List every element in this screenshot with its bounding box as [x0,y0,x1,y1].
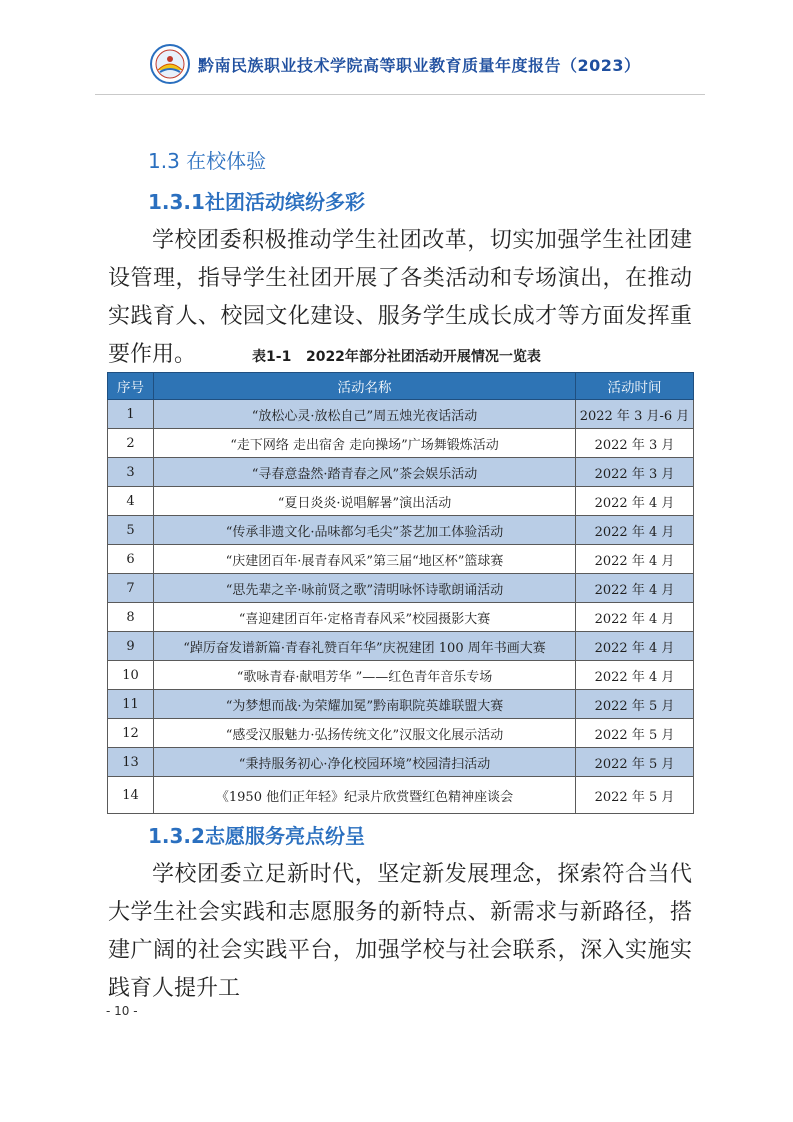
cell-activity: “歌咏青春·献唱芳华 ”——红色青年音乐专场 [154,661,576,690]
table-row [108,516,694,545]
cell-index: 13 [108,748,154,777]
table-row [108,632,694,661]
page-header [95,40,705,95]
school-logo-icon [150,44,190,84]
cell-index: 8 [108,603,154,632]
header-activity: 活动名称 [154,373,576,400]
report-title: 黔南民族职业技术学院高等职业教育质量年度报告（2023） [198,56,641,75]
cell-activity: 《1950 他们正年轻》纪录片欣赏暨红色精神座谈会 [154,777,576,814]
cell-activity: “走下网络 走出宿舍 走向操场”广场舞锻炼活动 [154,429,576,458]
cell-activity: “庆建团百年·展青春风采”第三届“地区杯”篮球赛 [154,545,576,574]
cell-index: 1 [108,400,154,429]
page-number: - 10 - [106,1004,138,1018]
table-row [108,545,694,574]
cell-date: 2022 年 4 月 [576,516,694,545]
cell-date: 2022 年 4 月 [576,603,694,632]
paragraph-1: 学校团委积极推动学生社团改革，切实加强学生社团建设管理，指导学生社团开展了各类活动和专场演出，在推动实践育人、校园文化建设、服务学生成长成才等方面发挥重要作用。 [108,228,692,367]
table-row [108,777,694,814]
table-row [108,400,694,429]
cell-activity: “寻春意盎然·踏青春之风”茶会娱乐活动 [154,458,576,487]
cell-date: 2022 年 3 月 [576,429,694,458]
table-row [108,603,694,632]
table-row [108,748,694,777]
section-heading: 1.3 在校体验 [148,149,267,173]
header-date: 活动时间 [576,373,694,400]
cell-activity: “为梦想而战·为荣耀加冕”黔南职院英雄联盟大赛 [154,690,576,719]
cell-index: 3 [108,458,154,487]
table-row [108,458,694,487]
cell-index: 6 [108,545,154,574]
cell-index: 12 [108,719,154,748]
subsection-heading-2: 1.3.2志愿服务亮点纷呈 [148,824,365,848]
cell-activity: “传承非遗文化·品味都匀毛尖”茶艺加工体验活动 [154,516,576,545]
activities-table [107,372,694,814]
cell-date: 2022 年 4 月 [576,632,694,661]
table-row [108,719,694,748]
cell-activity: “秉持服务初心·净化校园环境”校园清扫活动 [154,748,576,777]
cell-date: 2022 年 5 月 [576,690,694,719]
cell-index: 10 [108,661,154,690]
cell-date: 2022 年 5 月 [576,748,694,777]
table-row [108,574,694,603]
cell-activity: “感受汉服魅力·弘扬传统文化”汉服文化展示活动 [154,719,576,748]
cell-index: 11 [108,690,154,719]
table-header-row [108,373,694,400]
cell-date: 2022 年 4 月 [576,661,694,690]
table-caption: 表1-1 2022年部分社团活动开展情况一览表 [252,349,541,365]
cell-date: 2022 年 3 月 [576,458,694,487]
cell-index: 2 [108,429,154,458]
cell-activity: “夏日炎炎·说唱解暑”演出活动 [154,487,576,516]
header-index: 序号 [108,373,154,400]
table-row [108,690,694,719]
cell-date: 2022 年 5 月 [576,777,694,814]
table-row [108,661,694,690]
cell-activity: “思先辈之辛·咏前贤之歌”清明咏怀诗歌朗诵活动 [154,574,576,603]
cell-date: 2022 年 4 月 [576,574,694,603]
cell-activity: “喜迎建团百年·定格青春风采”校园摄影大赛 [154,603,576,632]
subsection-heading-1: 1.3.1社团活动缤纷多彩 [148,190,365,214]
cell-activity: “踔厉奋发谱新篇·青春礼赞百年华”庆祝建团 100 周年书画大赛 [154,632,576,661]
cell-index: 5 [108,516,154,545]
table-row [108,487,694,516]
cell-date: 2022 年 4 月 [576,487,694,516]
cell-index: 14 [108,777,154,814]
cell-index: 9 [108,632,154,661]
cell-date: 2022 年 5 月 [576,719,694,748]
paragraph-2: 学校团委立足新时代，坚定新发展理念，探索符合当代大学生社会实践和志愿服务的新特点、新需求与新路径，搭建广阔的社会实践平台，加强学校与社会联系，深入实施实践育人提升工 [108,862,692,1001]
cell-index: 4 [108,487,154,516]
cell-date: 2022 年 4 月 [576,545,694,574]
cell-date: 2022 年 3 月-6 月 [576,400,694,429]
cell-index: 7 [108,574,154,603]
cell-activity: “放松心灵·放松自己”周五烛光夜话活动 [154,400,576,429]
table-row [108,429,694,458]
